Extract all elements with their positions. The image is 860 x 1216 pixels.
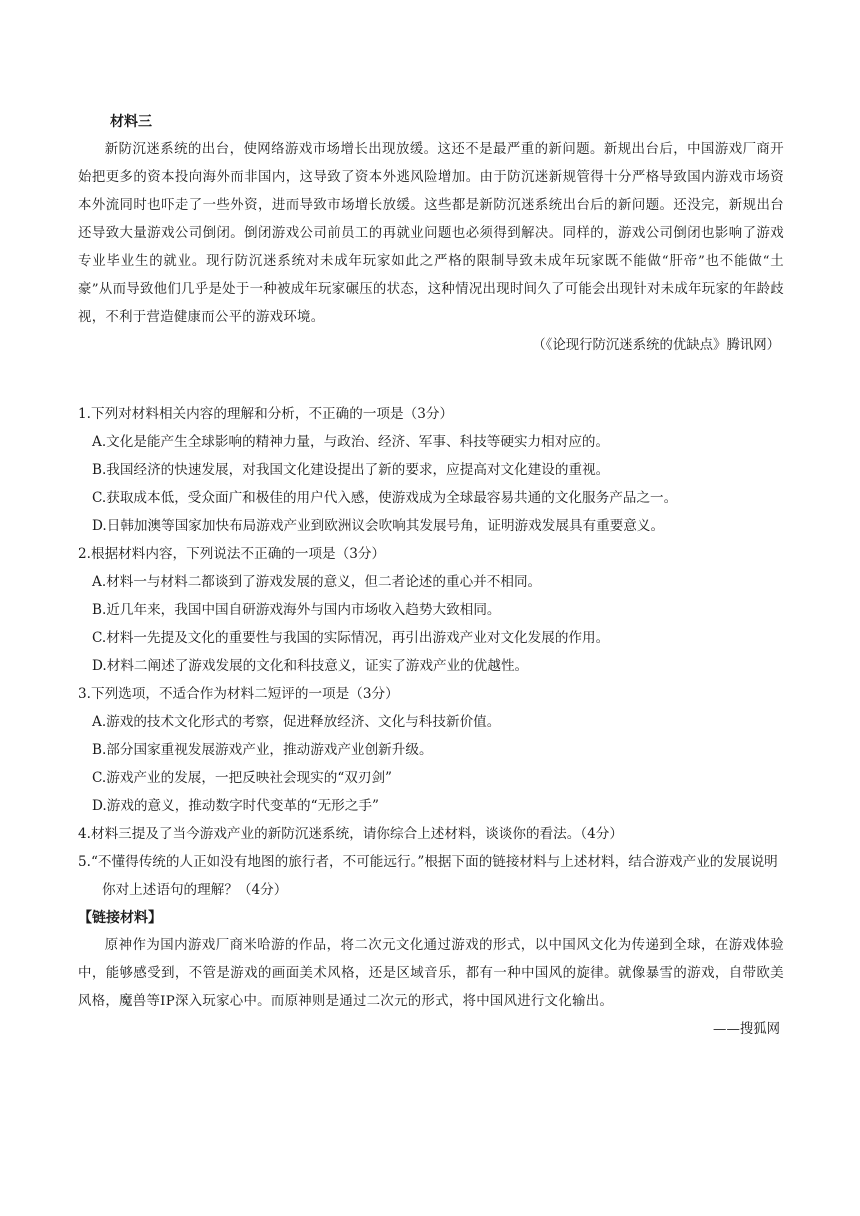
question-5 [78,848,784,904]
question-option: D.日韩加澳等国家加快布局游戏产业到欧洲议会吹响其发展号角，证明游戏发展具有重要意义。 [92,518,665,534]
link-material-source: ——搜狐网 [713,1022,780,1037]
question-option: C.材料一先提及文化的重要性与我国的实际情况，再引出游戏产业对文化发展的作用。 [92,630,610,646]
question-list [78,400,784,904]
question-option: B.部分国家重视发展游戏产业，推动游戏产业创新升级。 [92,742,433,758]
question-stem: 3.下列选项，不适合作为材料二短评的一项是（3分） [78,686,399,702]
question-stem: 4.材料三提及了当今游戏产业的新防沉迷系统，请你综合上述材料，谈谈你的看法。（4分） [78,826,623,842]
question-option: D.游戏的意义，推动数字时代变革的“无形之手” [92,798,379,814]
question-stem: 1.下列对材料相关内容的理解和分析，不正确的一项是（3分） [78,406,454,422]
question-option: A.文化是能产生全球影响的精神力量，与政治、经济、军事、科技等硬实力相对应的。 [92,434,610,450]
question-option: C.获取成本低，受众面广和极佳的用户代入感，使游戏成为全球最容易共通的文化服务产品之一。 [92,490,678,506]
question-option: A.材料一与材料二都谈到了游戏发展的意义，但二者论述的重心并不相同。 [92,574,542,590]
question-option: D.材料二阐述了游戏发展的文化和科技意义，证实了游戏产业的优越性。 [92,658,529,674]
question-3 [78,680,784,820]
material3-heading: 材料三 [110,114,152,130]
link-material-body: 原神作为国内游戏厂商米哈游的作品，将二次元文化通过游戏的形式，以中国风文化为传递到全球，在游戏体验中，能够感受到，不管是游戏的画面美术风格，还是区域音乐，都有一种中国风的旋律。就像暴雪的游戏，自带欧美风格，魔兽等IP深入玩家心中。而原神则是通过二次元的形式，将中国风进行文化输出。 [78,938,784,1009]
question-option: B.我国经济的快速发展，对我国文化建设提出了新的要求，应提高对文化建设的重视。 [92,462,610,478]
question-option: B.近几年来，我国中国自研游戏海外与国内市场收入趋势大致相同。 [92,602,501,618]
material3-body: 新防沉迷系统的出台，使网络游戏市场增长出现放缓。这还不是最严重的新问题。新规出台后，中国游戏厂商开始把更多的资本投向海外而非国内，这导致了资本外逃风险增加。由于防沉迷新规管得十分严格导致国内游戏市场资本外流同时也吓走了一些外资，进而导致市场增长放缓。这些都是新防沉迷系统出台后的新问题。还没完，新规出台还导致大量游戏公司倒闭。倒闭游戏公司前员工的再就业问题也必须得到解决。同样的，游戏公司倒闭也影响了游戏专业毕业生的就业。现行防沉迷系统对未成年玩家如此之严格的限制导致未成年玩家既不能做“肝帝”也不能做“土豪”从而导致他们几乎是处于一种被成年玩家碾压的状态，这种情况出现时间久了可能会出现针对未成年玩家的年龄歧视，不利于营造健康而公平的游戏环境。 [78,142,784,325]
section-gap [78,360,784,400]
material3-source: （《论现行防沉迷系统的优缺点》腾讯网） [532,338,780,353]
question-1 [78,400,784,540]
question-option: A.游戏的技术文化形式的考察，促进释放经济、文化与科技新价值。 [92,714,501,730]
link-material-heading: 【链接材料】 [78,910,162,926]
question-4 [78,820,784,848]
question-2 [78,540,784,680]
question-option: C.游戏产业的发展，一把反映社会现实的“双刃剑” [92,770,393,786]
question-stem: 5.“不懂得传统的人正如没有地图的旅行者，不可能远行。”根据下面的链接材料与上述材料，结合游戏产业的发展说明你对上述语句的理解？（4分） [78,854,778,898]
question-stem: 2.根据材料内容，下列说法不正确的一项是（3分） [78,546,386,562]
